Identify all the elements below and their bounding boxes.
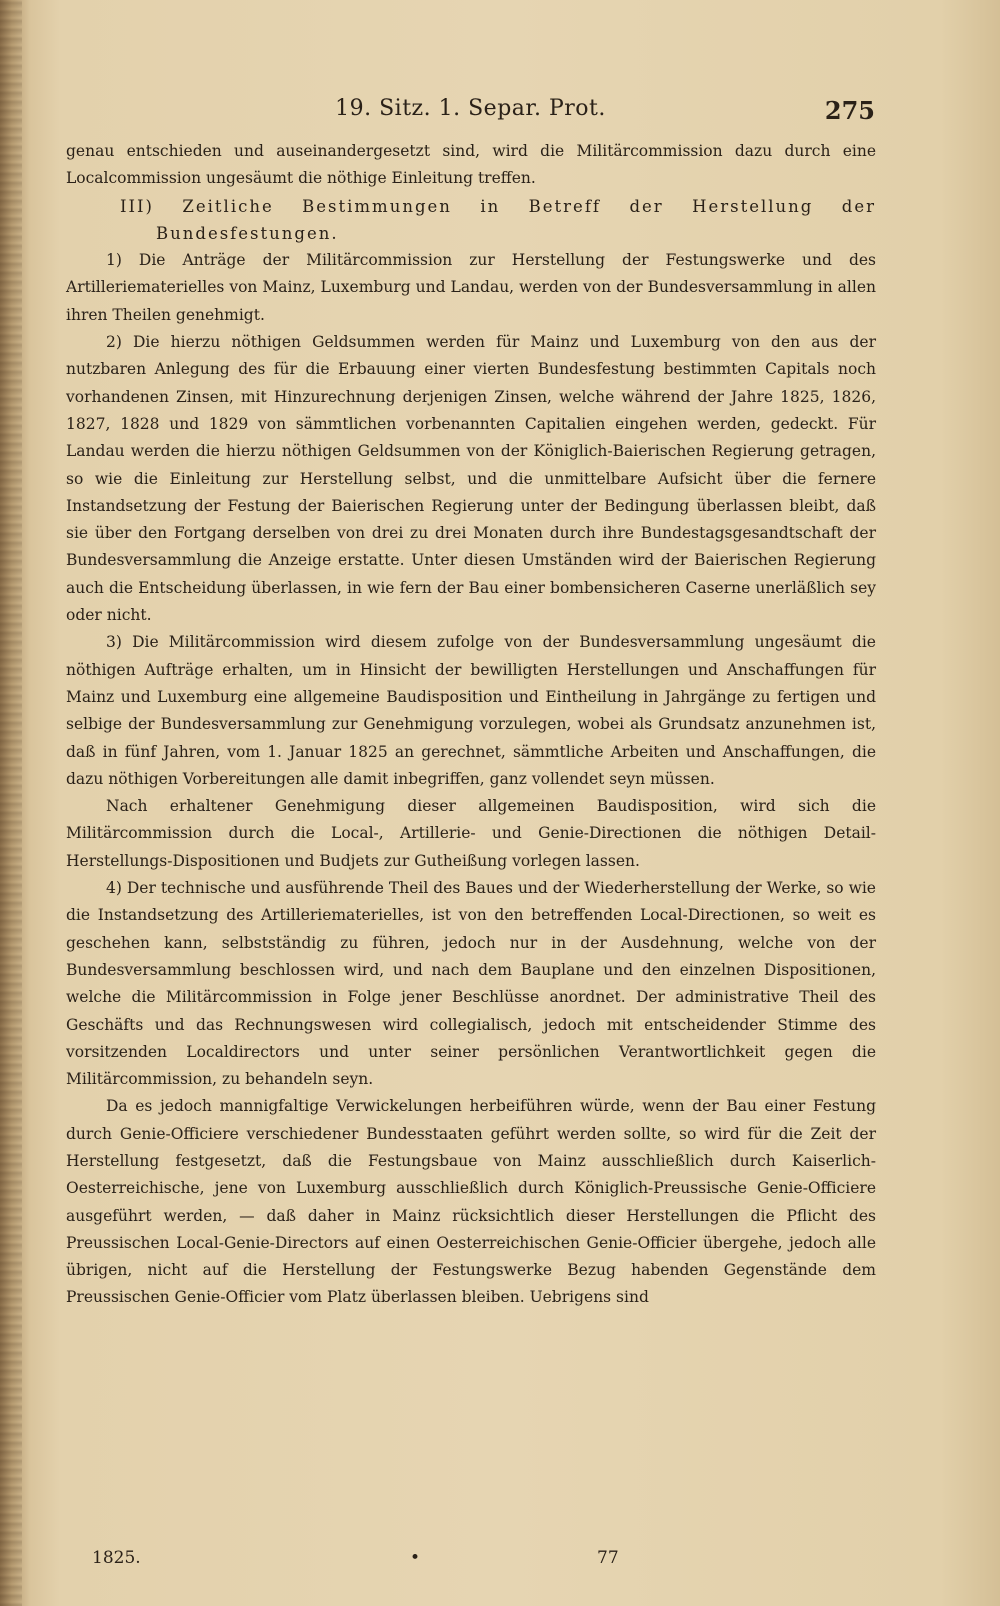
footer-year: 1825. (92, 1548, 141, 1568)
page-header (66, 96, 875, 130)
page-number: 275 (824, 96, 875, 125)
paragraph-3: 3) Die Militärcommission wird diesem zufolge von der Bundesversammlung ungesäumt die nöthigen Aufträge erhalten, um in Hinsicht der bewilligten Herstellungen und Anschaffungen für Mainz und Luxemburg eine allgemeine Baudisposition und Eintheilung in Jahrgänge zu fertigen und selbige der Bundesversammlung zur Genehmigung vorzulegen, wobei als Grundsatz anzunehmen ist, daß in fünf Jahren, vom 1. Januar 1825 an gerechnet, sämmtliche Arbeiten und Anschaffungen, die dazu nöthigen Vorbereitungen alle damit inbegriffen, ganz vollendet seyn müssen. (66, 633, 876, 788)
section-heading: III) Zeitliche Bestimmungen in Betreff der Herstellung der Bundesfestungen. (120, 196, 876, 243)
paragraph-4: 4) Der technische und ausführende Theil des Baues und der Wiederherstellung der Werke, so wie die Instandsetzung des Artilleriematerielles, ist von den betreffenden Local-Directionen, so weit es geschehen kann, selbstständig zu führen, jedoch nur in der Ausdehnung, welche von der Bundesversammlung beschlossen wird, und nach dem Bauplane und den einzelnen Dispositionen, welche die Militärcommission in Folge jener Beschlüsse anordnet. Der administrative Theil des Geschäfts und das Rechnungswesen wird collegialisch, jedoch mit entscheidender Stimme des vorsitzenden Localdirectors und unter seiner persönlichen Verantwortlichkeit gegen die Militärcommission, zu behandeln seyn. (66, 879, 876, 1089)
signature-mark: 77 (597, 1548, 619, 1568)
paragraph-2: 2) Die hierzu nöthigen Geldsummen werden für Mainz und Luxemburg von den aus der nutzbaren Anlegung des für die Erbauung einer vierten Bundesfestung bestimmten Capitals noch vorhandenen Zinsen, mit Hinzurechnung derjenigen Zinsen, welche während der Jahre 1825, 1826, 1827, 1828 und 1829 von sämmtlichen vorbenannten Capitalien eingehen werden, gedeckt. Für Landau werden die hierzu nöthigen Geldsummen von der Königlich-Baierischen Regierung getragen, so wie die Einleitung zur Herstellung selbst, und die unmittelbare Aufsicht über die fernere Instandsetzung der Festung der Baierischen Regierung unter der Bedingung überlassen bleibt, daß sie über den Fortgang derselben von drei zu drei Monaten durch ihre Bundestagsgesandtschaft der Bundesversammlung die Anzeige erstatte. Unter diesen Umständen wird der Baierischen Regierung auch die Entscheidung überlassen, in wie fern der Bau einer bombensicheren Caserne unerläßlich sey oder nicht. (66, 333, 876, 625)
paragraph-1: 1) Die Anträge der Militärcommission zur Herstellung der Festungswerke und des Artilleriematerielles von Mainz, Luxemburg und Landau, werden von der Bundesversammlung in allen ihren Theilen genehmigt. (66, 251, 876, 324)
running-head: 19. Sitz. 1. Separ. Prot. (335, 96, 606, 121)
page-footer (92, 1548, 872, 1572)
paragraph-intro: genau entschieden und auseinandergesetzt sind, wird die Militärcommission dazu durch eine Localcommission ungesäumt die nöthige Einleitung treffen. (66, 142, 876, 188)
footer-dot: • (410, 1548, 421, 1568)
page-body (66, 138, 876, 1312)
paragraph-3b: Nach erhaltener Genehmigung dieser allgemeinen Baudisposition, wird sich die Militärcommission durch die Local-, Artillerie- und Genie-Directionen die nöthigen Detail-Herstellungs-Dispositionen und Budjets zur Gutheißung vorlegen lassen. (66, 797, 876, 870)
paragraph-4b: Da es jedoch mannigfaltige Verwickelungen herbeiführen würde, wenn der Bau einer Festung durch Genie-Officiere verschiedener Bundesstaaten geführt werden sollte, so wird für die Zeit der Herstellung festgesetzt, daß die Festungsbaue von Mainz ausschließlich durch Kaiserlich-Oesterreichische, jene von Luxemburg ausschließlich durch Königlich-Preussische Genie-Officiere ausgeführt werden, — daß daher in Mainz rücksichtlich dieser Herstellungen die Pflicht des Preussischen Local-Genie-Directors auf einen Oesterreichischen Genie-Officier übergehe, jedoch alle übrigen, nicht auf die Herstellung der Festungswerke Bezug habenden Gegenstände dem Preussischen Genie-Officier vom Platz überlassen bleiben. Uebrigens sind (66, 1097, 876, 1307)
binding-gutter (0, 0, 22, 1606)
